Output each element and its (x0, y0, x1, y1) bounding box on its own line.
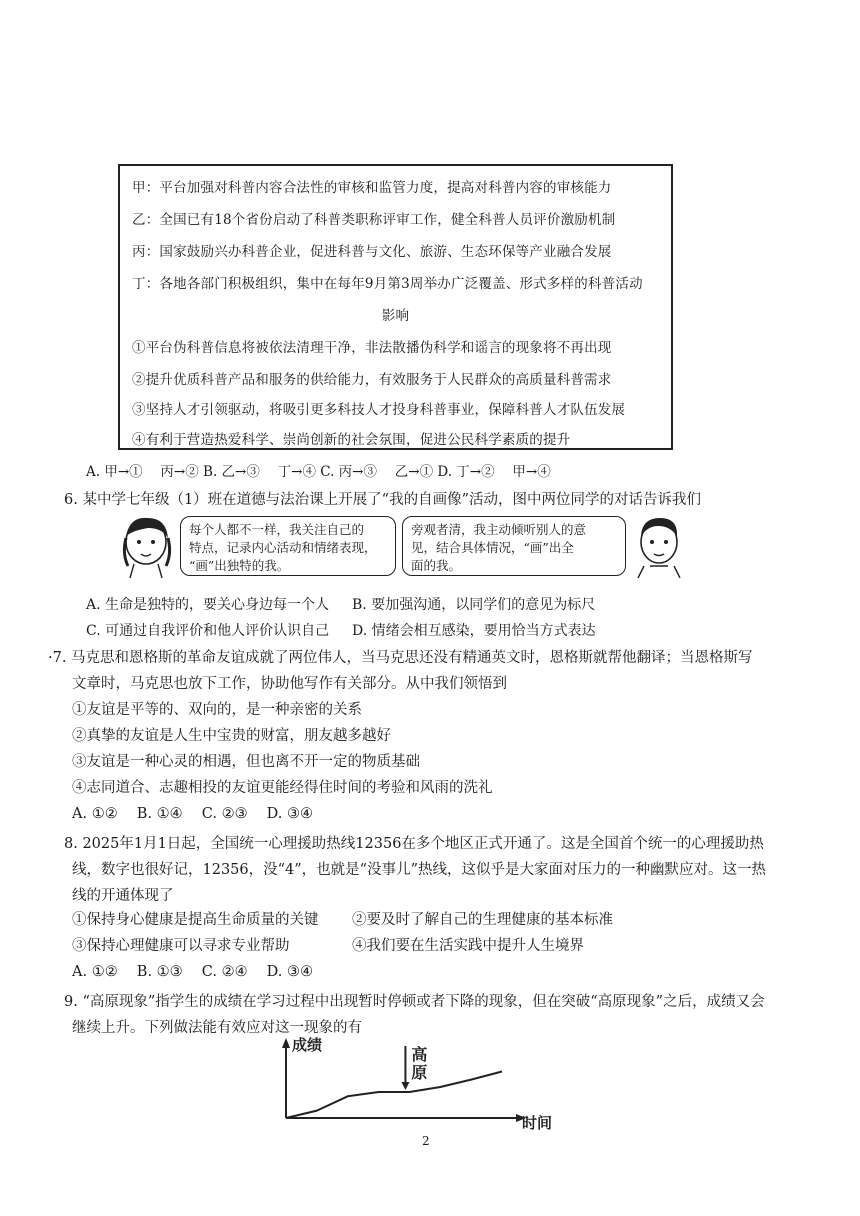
box-line-jia: 甲：平台加强对科普内容合法性的审核和监管力度，提高对科普内容的审核能力 (132, 180, 612, 196)
learning-plateau-chart (260, 1034, 570, 1134)
box-line-impact-2: ②提升优质科普产品和服务的供给能力，有效服务于人民群众的高质量科普需求 (132, 372, 612, 388)
y-axis-label: 成绩 (292, 1036, 323, 1054)
q8-item-3: ③保持心理健康可以寻求专业帮助 (72, 938, 290, 954)
box-line-impact-4: ④有利于营造热爱科学、崇尚创新的社会氛围，促进公民科学素质的提升 (132, 432, 571, 448)
bubble-right-line-1: 旁观者清，我主动倾听别人的意 (411, 522, 587, 537)
boy-illustration (630, 512, 688, 578)
box-heading-impact: 影响 (381, 308, 410, 324)
box-line-impact-1: ①平台伪科普信息将被依法清理干净，非法散播伪科学和谣言的现象将不再出现 (132, 340, 612, 356)
page-number: 2 (422, 1134, 430, 1148)
q6-stem: 6. 某中学七年级（1）班在道德与法治课上开展了“我的自画像”活动，图中两位同学的对话告诉我们 (64, 492, 701, 508)
q6-option-d: D. 情绪会相互感染，要用恰当方式表达 (352, 623, 596, 639)
bubble-left-line-2: 特点，记录内心活动和情绪表现， (189, 540, 377, 555)
bubble-left-line-1: 每个人都不一样，我关注自己的 (189, 522, 365, 537)
q7-item-3: ③友谊是一种心灵的相遇，但也离不开一定的物质基础 (72, 754, 420, 770)
q7-options: A. ①② B. ①④ C. ②③ D. ③④ (72, 806, 314, 822)
speech-bubble-left (180, 516, 396, 576)
q5-options: A. 甲→① 丙→② B. 乙→③ 丁→④ C. 丙→③ 乙→① D. 丁→② 甲→④ (86, 464, 551, 480)
plateau-annotation-1: 高 (411, 1045, 428, 1064)
q8-stem-line-3: 线的开通体现了 (72, 888, 174, 904)
q7-item-4: ④志同道合、志趣相投的友谊更能经得住时间的考验和风雨的洗礼 (72, 780, 493, 796)
y-axis-arrow (282, 1038, 290, 1048)
girl-illustration (118, 514, 176, 578)
bubble-right-line-3: 面的我。 (411, 558, 462, 573)
box-line-ding: 丁：各地各部门积极组织，集中在每年9月第3周举办广泛覆盖、形式多样的科普活动 (132, 276, 643, 292)
matching-table-box (118, 164, 673, 450)
box-line-bing: 丙：国家鼓励兴办科普企业，促进科普与文化、旅游、生态环保等产业融合发展 (132, 244, 612, 260)
q8-item-2: ②要及时了解自己的生理健康的基本标准 (352, 912, 613, 928)
q8-options: A. ①② B. ①③ C. ②④ D. ③④ (72, 964, 314, 980)
bubble-left-line-3: “画”出独特的我。 (189, 558, 290, 573)
q6-option-a: A. 生命是独特的，要关心身边每一个人 (86, 597, 330, 613)
q8-item-4: ④我们要在生活实践中提升人生境界 (352, 938, 584, 954)
q6-option-b: B. 要加强沟通，以同学们的意见为标尺 (352, 597, 596, 613)
box-line-yi: 乙：全国已有18个省份启动了科普类职称评审工作，健全科普人员评价激励机制 (132, 212, 616, 228)
speech-bubble-right (402, 516, 626, 576)
q7-item-1: ①友谊是平等的、双向的，是一种亲密的关系 (72, 702, 362, 718)
q7-stem-line-1: ·7. 马克思和恩格斯的革命友谊成就了两位伟人，当马克思还没有精通英文时，恩格斯就帮他翻译；当恩格斯写 (48, 650, 753, 666)
q6-option-c: C. 可通过自我评价和他人评价认识自己 (86, 623, 330, 639)
q7-stem-line-2: 文章时，马克思也放下工作，协助他写作有关部分。从中我们领悟到 (72, 676, 507, 692)
q8-stem-line-2: 线，数字也很好记，12356，没“4”，也就是“没事儿”热线，这似乎是大家面对压力的一种幽默应对。这一热 (72, 862, 766, 878)
box-line-impact-3: ③坚持人才引领驱动，将吸引更多科技人才投身科普事业，保障科普人才队伍发展 (132, 402, 626, 418)
plateau-arrow-head (401, 1082, 409, 1090)
q8-stem-line-1: 8. 2025年1月1日起，全国统一心理援助热线12356在多个地区正式开通了。这是全国首个统一的心理援助热 (64, 836, 764, 852)
plateau-annotation-2: 原 (411, 1063, 428, 1082)
q8-item-1: ①保持身心健康是提高生命质量的关键 (72, 912, 319, 928)
q9-stem-line-1: 9. “高原现象”指学生的成绩在学习过程中出现暂时停顿或者下降的现象，但在突破“高原现象”之后，成绩又会 (64, 994, 765, 1010)
q9-stem-line-2: 继续上升。下列做法能有效应对这一现象的有 (72, 1020, 362, 1036)
x-axis-label: 时间 (522, 1114, 553, 1132)
bubble-right-line-2: 见，结合具体情况，“画”出全 (411, 540, 574, 555)
series-line (286, 1072, 502, 1119)
q7-item-2: ②真挚的友谊是人生中宝贵的财富，朋友越多越好 (72, 728, 391, 744)
